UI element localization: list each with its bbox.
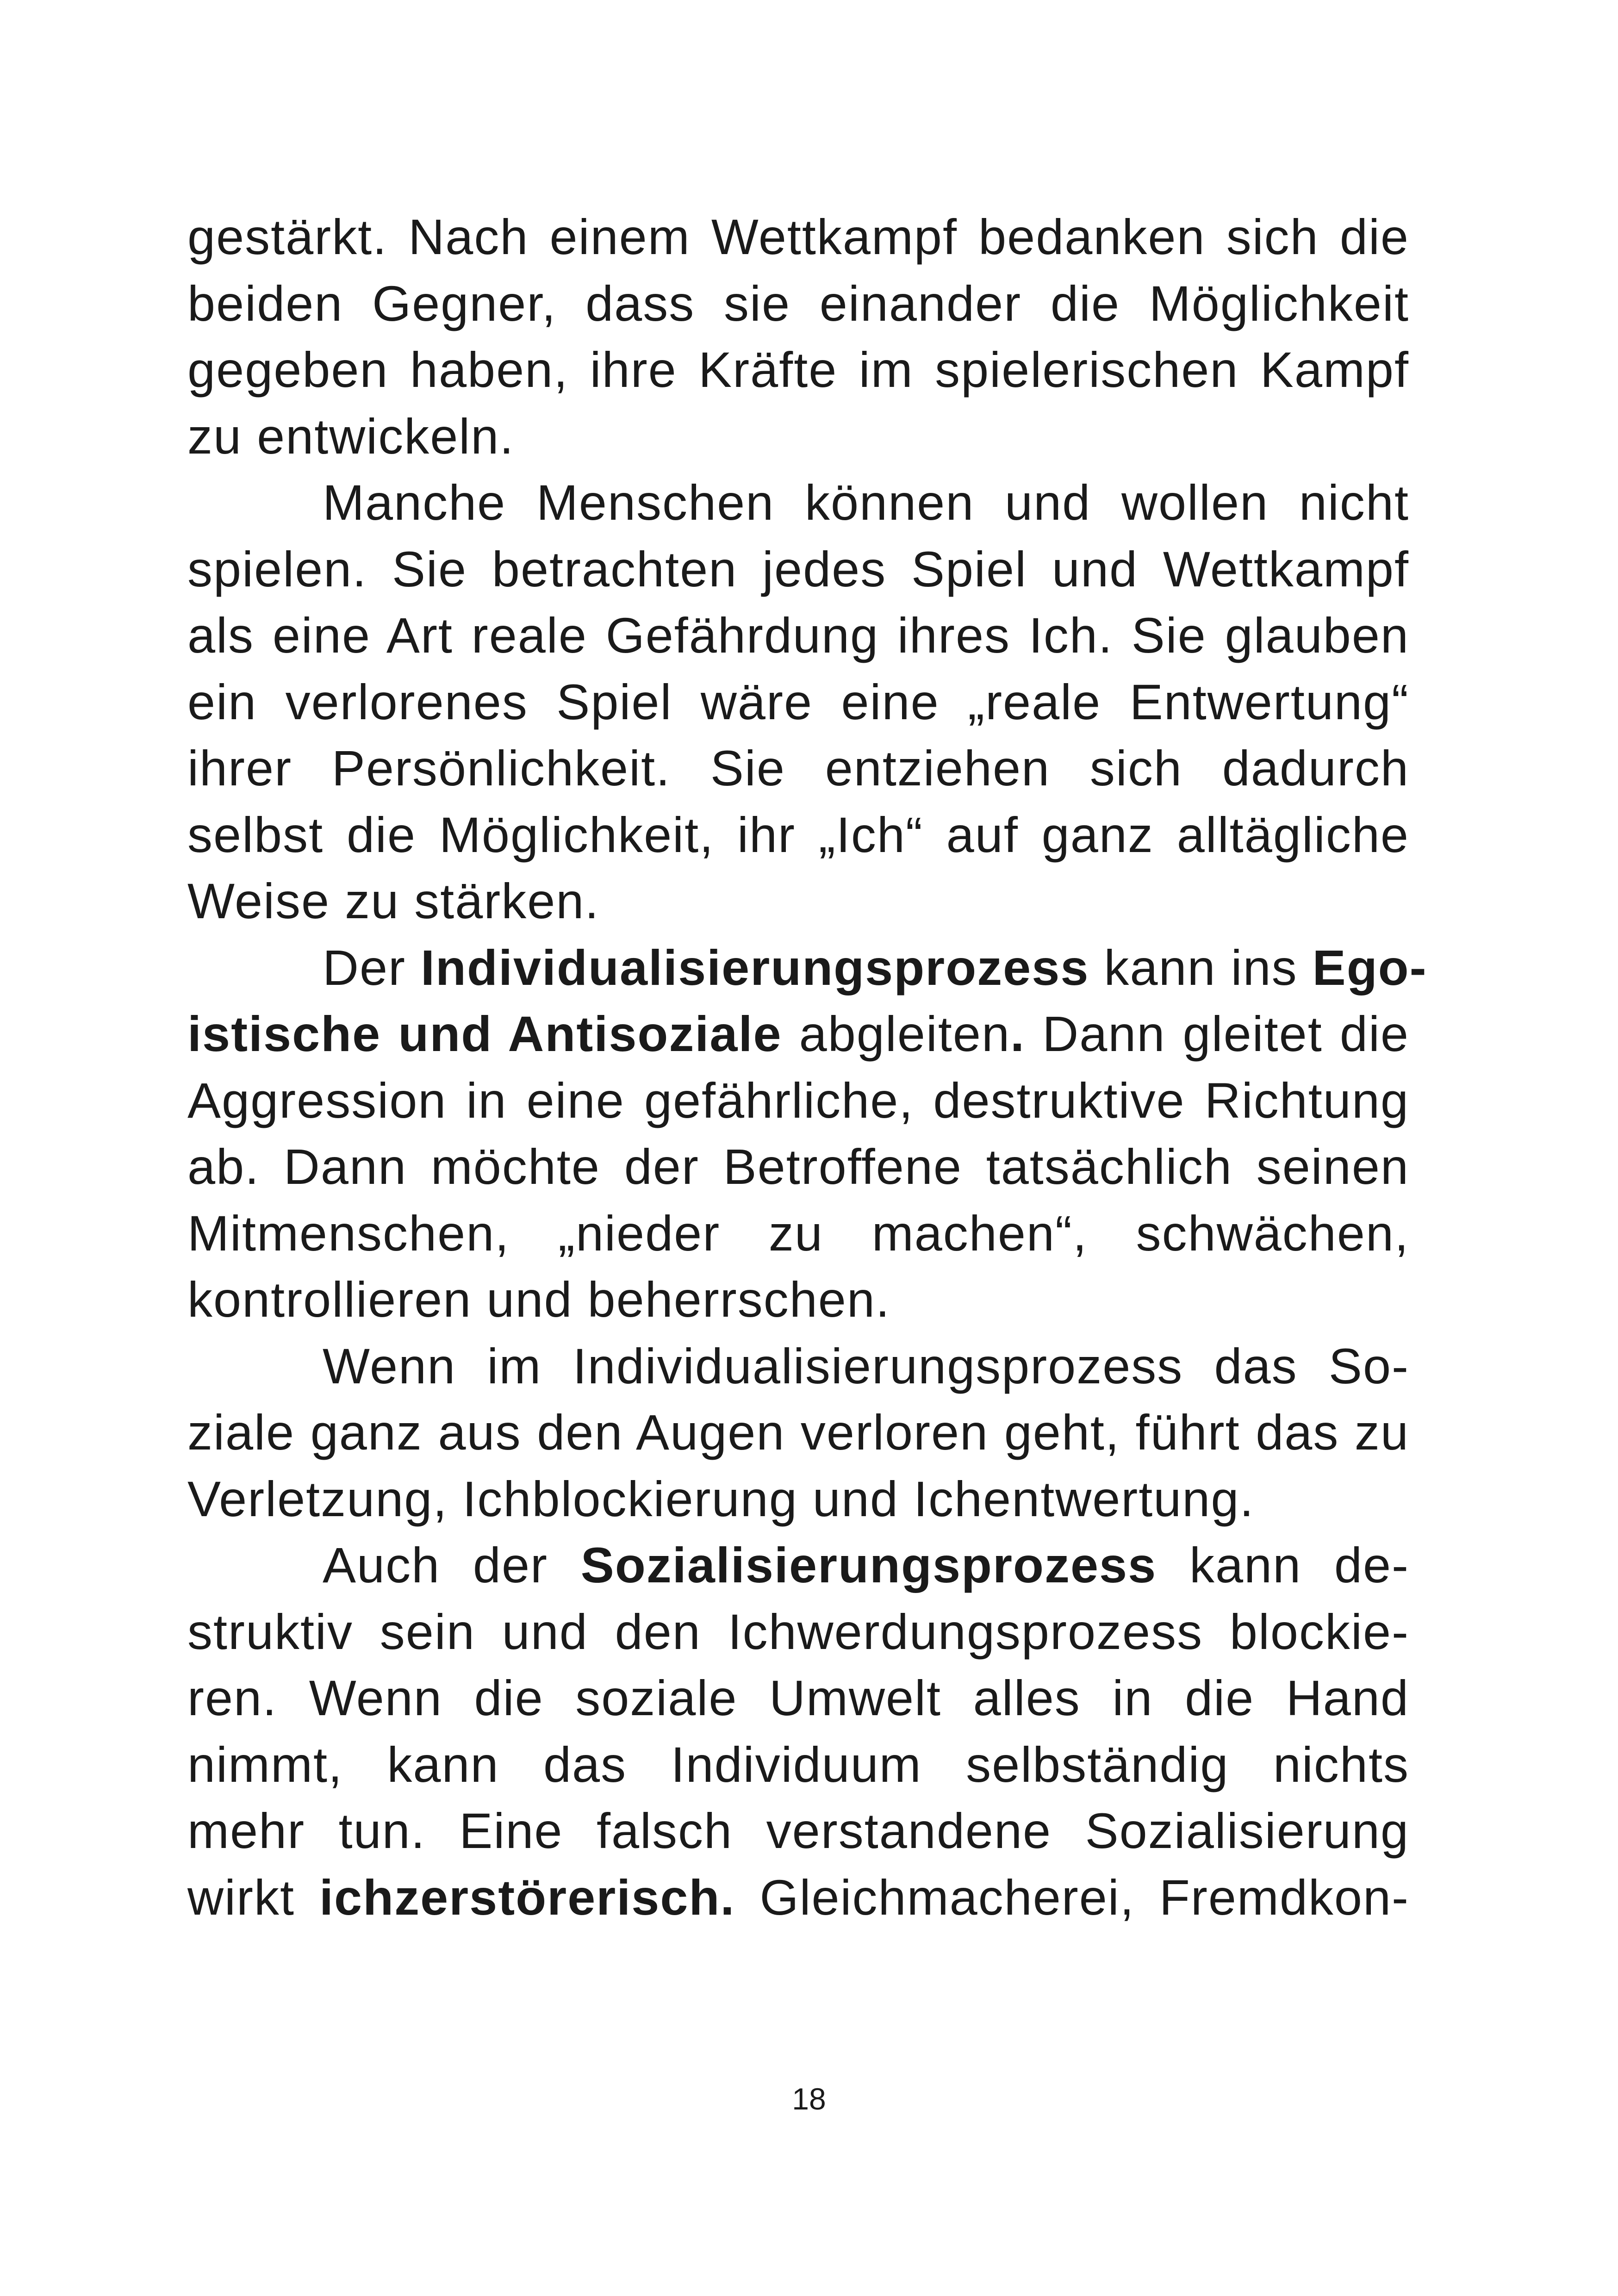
paragraph-first-line: Wenn im Individualisierungsprozess das So- bbox=[323, 1338, 1409, 1394]
text-line: kontrollieren und beherrschen. bbox=[187, 1271, 890, 1327]
bold-term: istische und Antisoziale bbox=[187, 1006, 782, 1062]
text-line: Weise zu stärken. bbox=[187, 873, 600, 929]
page-number: 18 bbox=[792, 2082, 826, 2116]
text-line: ein verlorenes Spiel wäre eine „reale Entwertung“ bbox=[187, 673, 1409, 730]
text-line: gegeben haben, ihre Kräfte im spielerischen Kampf bbox=[187, 342, 1409, 398]
text-line: als eine Art reale Gefährdung ihres Ich. Sie glauben bbox=[187, 607, 1409, 663]
text-line: Verletzung, Ichblockierung und Ichentwertung. bbox=[187, 1470, 1255, 1527]
text-line: selbst die Möglichkeit, ihr „Ich“ auf ganz alltägliche bbox=[187, 806, 1409, 863]
text-line: mehr tun. Eine falsch verstandene Sozialisierung bbox=[187, 1803, 1409, 1859]
text-line: ab. Dann möchte der Betroffene tatsächlich seinen bbox=[187, 1139, 1409, 1195]
bold-term: Sozialisierungsprozess bbox=[580, 1537, 1157, 1593]
paragraph-first-line: Manche Menschen können und wollen nicht bbox=[323, 474, 1409, 530]
body-text bbox=[187, 204, 1427, 1930]
text-line: wirkt ichzerstörerisch. Gleichmacherei, Fremdkon- bbox=[187, 1869, 1410, 1925]
paragraph-first-line: Der Individualisierungsprozess kann ins Ego- bbox=[323, 939, 1427, 996]
text-line: zu entwickeln. bbox=[187, 408, 515, 464]
bold-term: Ego- bbox=[1312, 939, 1427, 996]
text-line: ren. Wenn die soziale Umwelt alles in die Hand bbox=[187, 1670, 1409, 1726]
text-line: beiden Gegner, dass sie einander die Möglichkeit bbox=[187, 275, 1409, 331]
bold-term: ichzerstörerisch. bbox=[319, 1869, 735, 1925]
text-line: Aggression in eine gefährliche, destruktive Richtung bbox=[187, 1072, 1409, 1128]
text-line: Mitmenschen, „nieder zu machen“, schwächen, bbox=[187, 1205, 1409, 1261]
text-line: nimmt, kann das Individuum selbständig nichts bbox=[187, 1736, 1409, 1792]
bold-period: . bbox=[1010, 1006, 1026, 1062]
text-line: istische und Antisoziale abgleiten. Dann gleitet die bbox=[187, 1006, 1409, 1062]
text-line: gestärkt. Nach einem Wettkampf bedanken sich die bbox=[187, 209, 1409, 265]
paragraph-first-line: Auch der Sozialisierungsprozess kann de- bbox=[323, 1537, 1409, 1593]
bold-term: Individualisierungsprozess bbox=[421, 939, 1089, 996]
text-line: struktiv sein und den Ichwerdungsprozess blockie- bbox=[187, 1603, 1409, 1660]
text-line: ziale ganz aus den Augen verloren geht, führt das zu bbox=[187, 1404, 1409, 1460]
text-line: spielen. Sie betrachten jedes Spiel und Wettkampf bbox=[187, 541, 1409, 597]
text-line: ihrer Persönlichkeit. Sie entziehen sich dadurch bbox=[187, 740, 1409, 796]
